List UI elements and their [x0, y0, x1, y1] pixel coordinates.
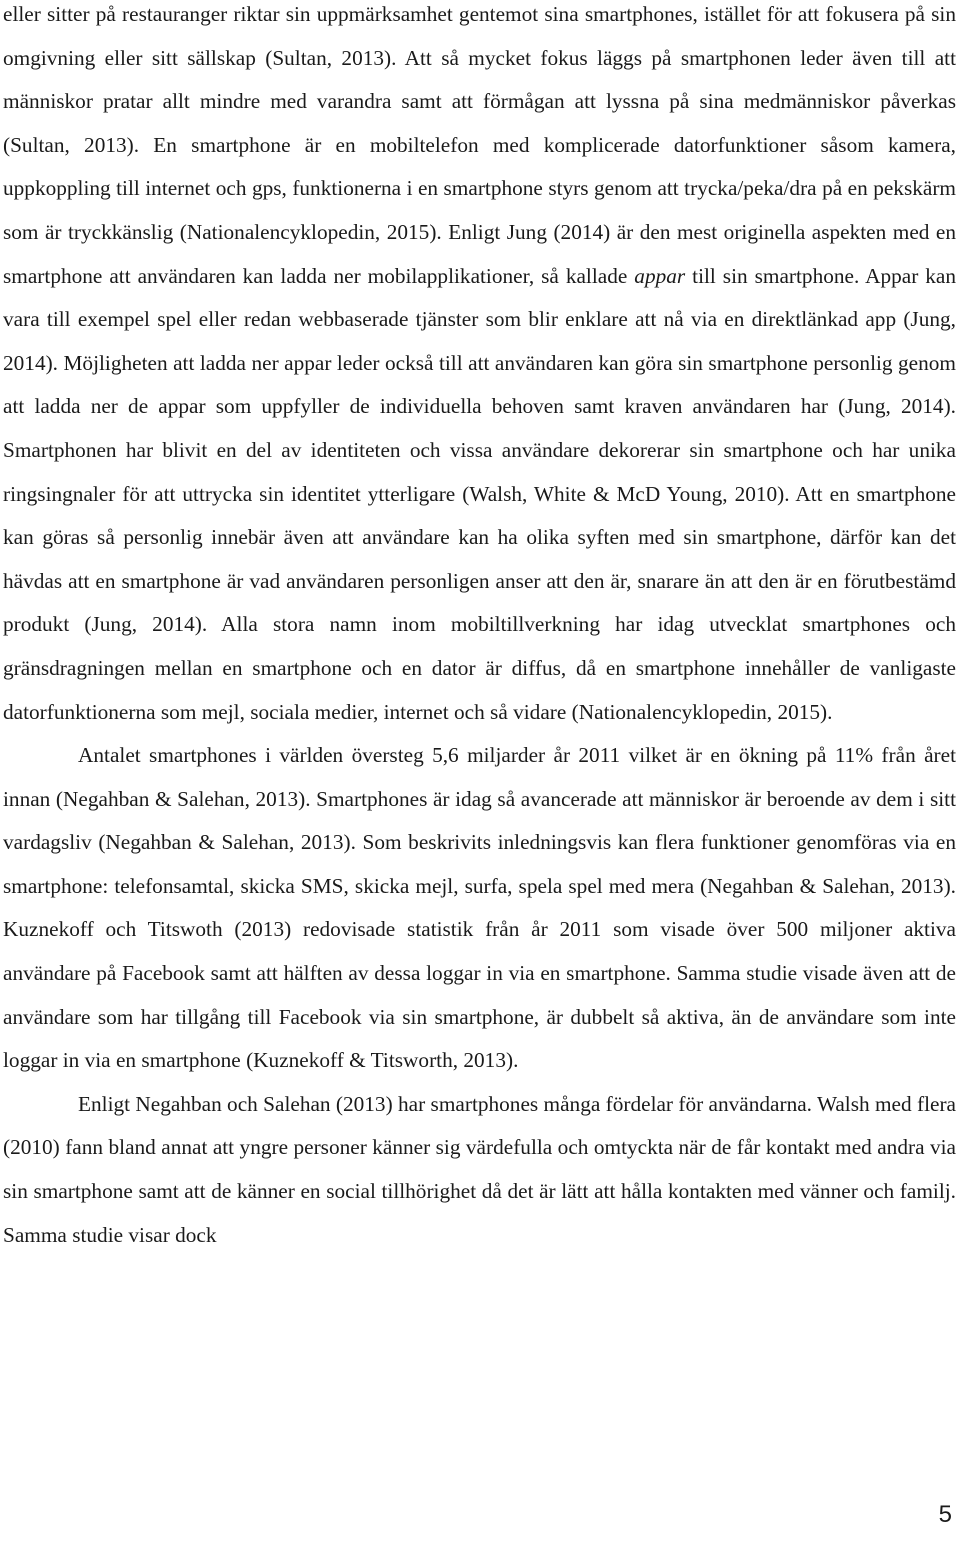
body-text — [3, 0, 956, 1257]
paragraph-smartphone-benefits — [3, 1083, 956, 1257]
paragraph-smartphone-statistics — [3, 734, 956, 1083]
text-run: eller sitter på restauranger riktar sin uppmärksamhet gentemot sina smartphones, istället för att fokusera på sin omgivning eller sitt sällskap (Sultan, 2013). Att så mycket fokus läggs på smartphonen leder även till att människor pratar allt mindre med varandra samt att förmågan att lyssna på sina medmänniskor påverkas (Sultan, 2013). En smartphone är en mobiltelefon med komplicerade datorfunktioner såsom kamera, uppkoppling till internet och gps, funktionerna i en smartphone styrs genom att trycka/peka/dra på en pekskärm som är tryckkänslig (Nationalencyklopedin, 2015). Enligt Jung (2014) är den mest originella aspekten med en smartphone att användaren kan ladda ner mobilapplikationer, så kallade — [3, 2, 956, 288]
text-run: Antalet smartphones i världen översteg 5,6 miljarder år 2011 vilket är en ökning på 11% från året innan (Negahban & Salehan, 2013). Smartphones är idag så avancerade att människor är beroende av dem i sitt vardagsliv (Negahban & Salehan, 2013). Som beskrivits inledningsvis kan flera funktioner genomföras via en smartphone: telefonsamtal, skicka SMS, skicka mejl, surfa, spela spel med mera (Negahban & Salehan, 2013). Kuznekoff och Titswoth (2013) redovisade statistik från år 2011 som visade över 500 miljoner aktiva användare på Facebook samt att hälften av dessa loggar in via en smartphone. Samma studie visade även att de användare som har tillgång till Facebook via sin smartphone, är dubbelt så aktiva, än de användare som inte loggar in via en smartphone (Kuznekoff & Titsworth, 2013). — [3, 743, 956, 1073]
paragraph-smartphone-definition — [3, 0, 956, 734]
text-run: Enligt Negahban och Salehan (2013) har smartphones många fördelar för användarna. Walsh med flera (2010) fann bland annat att yngre personer känner sig värdefulla och omtyckta när de får kontakt med andra via sin smartphone samt att de känner en social tillhörighet då det är lätt att hålla kontakten med vänner och familj. Samma studie visar dock — [3, 1091, 956, 1247]
italic-term-appar: appar — [634, 263, 686, 288]
page-number: 5 — [938, 1501, 952, 1528]
text-run: till sin smartphone. Appar kan vara till exempel spel eller redan webbaserade tjänster som blir enklare att nå via en direktlänkad app (Jung, 2014). Möjligheten att ladda ner appar leder också till att användaren kan göra sin smartphone personlig genom att ladda ner de appar som uppfyller de individuella behoven samt kraven användaren har (Jung, 2014). Smartphonen har blivit en del av identiteten och vissa användare dekorerar sin smartphone och har unika ringsingnaler för att uttrycka sin identitet ytterligare (Walsh, White & McD Young, 2010). Att en smartphone kan göras så personlig innebär även att användare kan ha olika syften med sin smartphone, därför kan det hävdas att en smartphone är vad användaren personligen anser att den är, snarare än att den är en förutbestämd produkt (Jung, 2014). Alla stora namn inom mobiltillverkning har idag utvecklat smartphones och gränsdragningen mellan en smartphone och en dator är diffus, då en smartphone innehåller de vanligaste datorfunktionerna som mejl, sociala medier, internet och så vidare (Nationalencyklopedin, 2015). — [3, 263, 957, 724]
